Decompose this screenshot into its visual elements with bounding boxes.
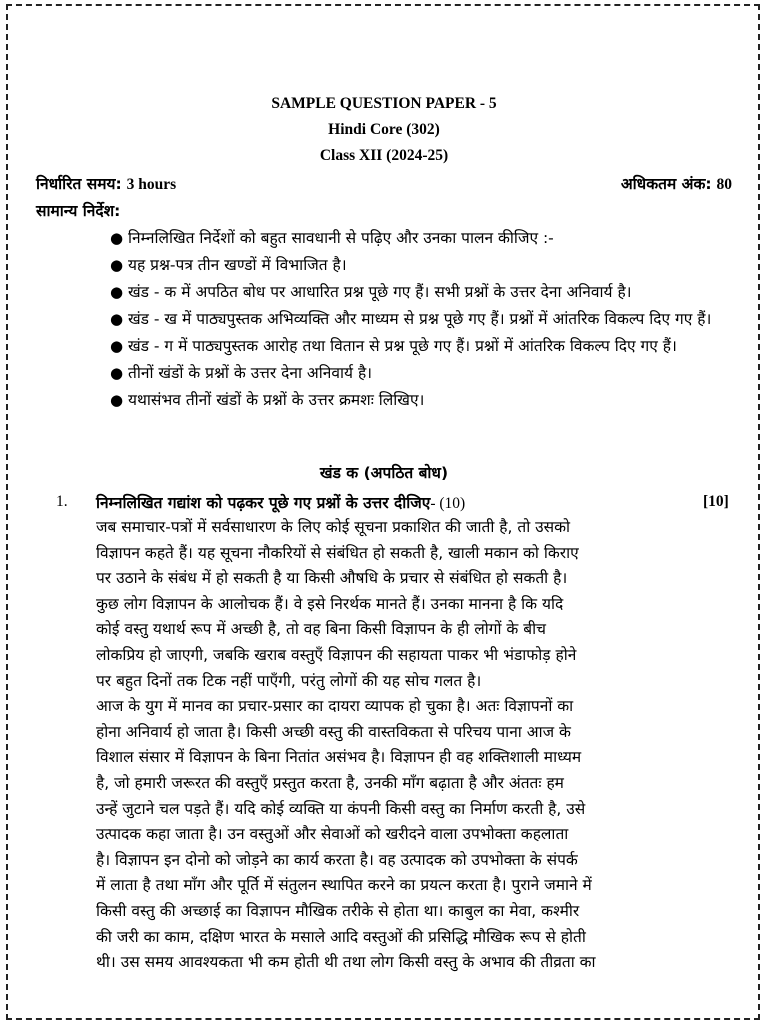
question-title (96, 491, 465, 513)
question-number: 1. (56, 493, 68, 510)
passage-line: विशाल संसार में विज्ञापन के बिना नितांत असंभव है। विज्ञापन ही वह शक्तिशाली माध्यम (96, 748, 582, 767)
instruction-item: ● निम्नलिखित निर्देशों को बहुत सावधानी से पढ़िए और उनका पालन कीजिए :- (108, 226, 738, 251)
instruction-item: ● यथासंभव तीनों खंडों के प्रश्नों के उत्तर क्रमशः लिखिए। (108, 388, 738, 413)
bullet-icon: ● (110, 310, 124, 328)
bullet-icon: ● (110, 391, 124, 409)
question-title-text: निम्नलिखित गद्यांश को पढ़कर पूछे गए प्रश्नों के उत्तर दीजिए (96, 494, 431, 512)
bullet-icon: ● (110, 337, 124, 355)
passage-line: होना अनिवार्य हो जाता है। किसी अच्छी वस्तु की वास्तविकता से परिचय पाना आज के (96, 722, 571, 741)
passage-line: लोकप्रिय हो जाएगी, जबकि खराब वस्तुएँ विज्ञापन की सहायता पाकर भी भंडाफोड़ होने (96, 645, 577, 664)
passage-line: पर उठाने के संबंध में हो सकती है या किसी औषधि के प्रचार से संबंधित हो सकती है। (96, 569, 568, 588)
passage-line: थी। उस समय आवश्यकता भी कम होती थी तथा लोग किसी वस्तु के अभाव की तीव्रता का (96, 953, 596, 972)
passage-line: है। विज्ञापन इन दोनो को जोड़ने का कार्य करता है। वह उत्पादक को उपभोक्ता के संपर्क (96, 850, 578, 869)
time-label: निर्धारित समय: (36, 175, 122, 193)
passage-line: है, जो हमारी जरूरत की वस्तुएँ प्रस्तुत करता है, उनकी माँग बढ़ाता है और अंततः हम (96, 773, 564, 792)
paper-title: SAMPLE QUESTION PAPER - 5 (271, 95, 497, 112)
passage-line: पर बहुत दिनों तक टिक नहीं पाएँगी, परंतु लोगों की यह सोच गलत है। (96, 671, 482, 690)
bullet-icon: ● (110, 256, 124, 274)
question-inline-marks: - (10) (430, 495, 466, 512)
question-marks: [10] (703, 493, 729, 510)
passage-line: कुछ लोग विज्ञापन के आलोचक हैं। वे इसे निरर्थक मानते हैं। उनका मानना है कि यदि (96, 594, 564, 613)
class-line: Class XII (2024-25) (319, 147, 449, 164)
passage-line: जब समाचार-पत्रों में सर्वसाधारण के लिए कोई सूचना प्रकाशित की जाती है, तो उसको (96, 518, 571, 536)
instructions-list (108, 226, 738, 415)
instruction-item: ● यह प्रश्न-पत्र तीन खण्डों में विभाजित है। (108, 253, 738, 278)
subject-line: Hindi Core (302) (328, 121, 440, 138)
bullet-icon: ● (110, 364, 124, 382)
time-allowed (36, 172, 176, 194)
bullet-icon: ● (110, 283, 124, 301)
passage-line: किसी वस्तु की अच्छाई का विज्ञापन मौखिक तरीके से होता था। काबुल का मेवा, कश्मीर (96, 901, 580, 920)
marks-label: अधिकतम अंक: (620, 175, 712, 193)
max-marks (621, 172, 732, 194)
passage-line: उन्हें जुटाने चल पड़ते हैं। यदि कोई व्यक्ति या कंपनी किसी वस्तु का निर्माण करती है, उसे (96, 799, 586, 818)
passage-line: कोई वस्तु यथार्थ रूप में अच्छी है, तो वह बिना किसी विज्ञापन के ही लोगों के बीच (96, 620, 546, 639)
passage-text (96, 515, 736, 976)
passage-line: विज्ञापन कहते हैं। यह सूचना नौकरियों से संबंधित हो सकती है, खाली मकान को किराए (96, 543, 579, 562)
time-value: 3 hours (126, 176, 177, 193)
marks-value: 80 (716, 176, 732, 193)
instruction-item: ● खंड - क में अपठित बोध पर आधारित प्रश्न पूछे गए हैं। सभी प्रश्नों के उत्तर देना अनिवार्य है। (108, 280, 738, 305)
section-heading: खंड क (अपठित बोध) (319, 464, 449, 482)
passage-line: की जरी का काम, दक्षिण भारत के मसाले आदि वस्तुओं की प्रसिद्धि मौखिक रूप से होती (96, 927, 586, 946)
passage-line: में लाता है तथा माँग और पूर्ति में संतुलन स्थापित करने का प्रयत्न करता है। पुराने जमाने में (96, 876, 592, 895)
instruction-item: ● तीनों खंडों के प्रश्नों के उत्तर देना अनिवार्य है। (108, 361, 738, 386)
bullet-icon: ● (110, 229, 124, 247)
instruction-item: ● खंड - ख में पाठ्यपुस्तक अभिव्यक्ति और माध्यम से प्रश्न पूछे गए हैं। प्रश्नों में आंतरिक विकल्प दिए गए हैं। (108, 307, 738, 332)
instruction-item: ● खंड - ग में पाठ्यपुस्तक आरोह तथा वितान से प्रश्न पूछे गए हैं। प्रश्नों में आंतरिक विकल्प दिए गए हैं। (108, 334, 738, 359)
passage-line: आज के युग में मानव का प्रचार-प्रसार का दायरा व्यापक हो चुका है। अतः विज्ञापनों का (96, 697, 574, 716)
passage-line: उत्पादक कहा जाता है। उन वस्तुओं और सेवाओं को खरीदने वाला उपभोक्ता कहलाता (96, 825, 569, 844)
instructions-heading: सामान्य निर्देश: (36, 202, 121, 220)
